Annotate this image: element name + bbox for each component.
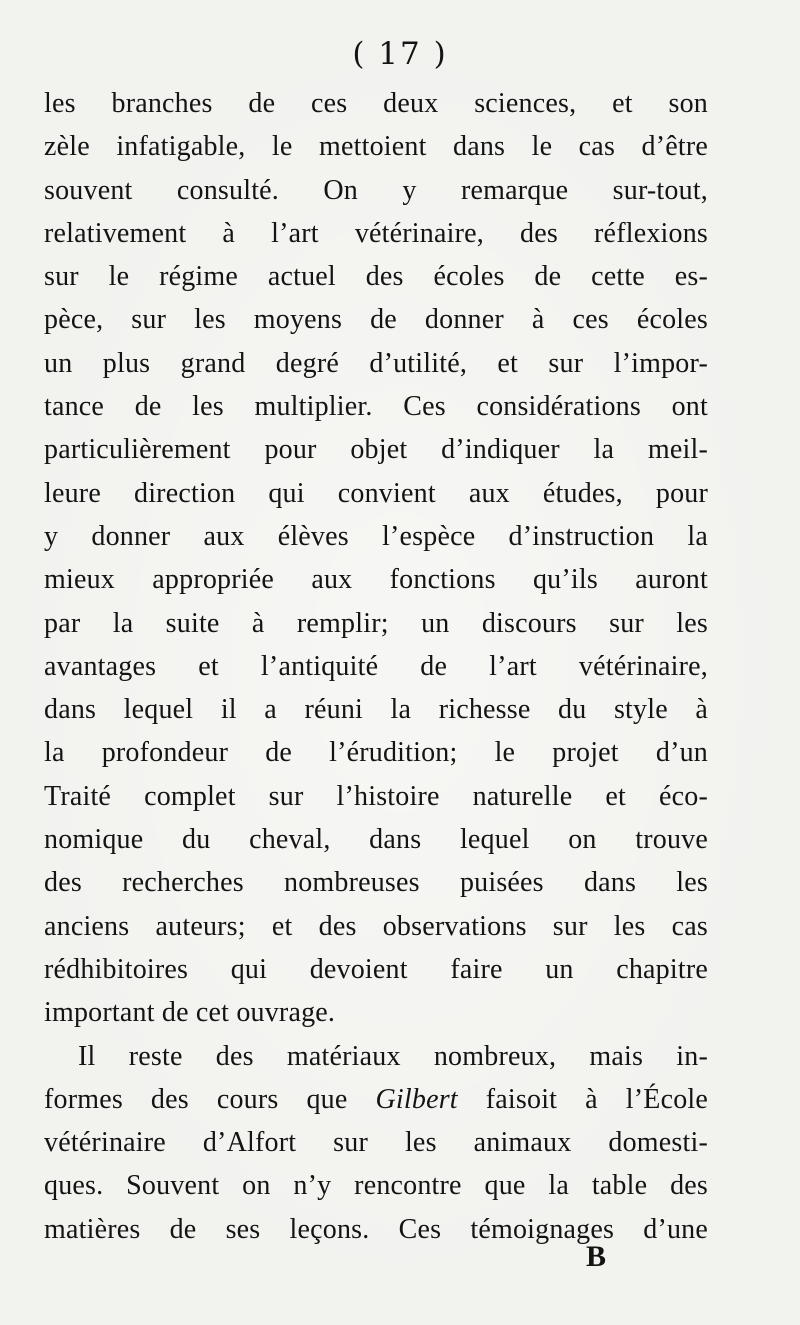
text-line: pèce, sur les moyens de donner à ces écoles xyxy=(44,304,708,336)
page-number: ( 17 ) xyxy=(352,36,448,72)
signature-mark: B xyxy=(586,1240,607,1273)
text-line: la profondeur de l’érudition; le projet d’un xyxy=(44,737,708,769)
text-line: ques. Souvent on n’y rencontre que la table des xyxy=(44,1170,708,1202)
text-line: souvent consulté. On y remarque sur-tout, xyxy=(44,174,708,206)
text-line: matières de ses leçons. Ces témoignages d’une xyxy=(44,1213,708,1245)
text-line: sur le régime actuel des écoles de cette es- xyxy=(44,261,708,293)
text-line: un plus grand degré d’utilité, et sur l’impor- xyxy=(44,347,708,379)
text-line: dans lequel il a réuni la richesse du style à xyxy=(44,694,708,726)
text-line-with-italic xyxy=(44,1078,708,1121)
text-line: des recherches nombreuses puisées dans les xyxy=(44,867,708,899)
text-segment: faisoit à l’École xyxy=(457,1083,709,1115)
text-line: y donner aux élèves l’espèce d’instruction la xyxy=(44,520,708,552)
text-line: tance de les multiplier. Ces considérations ont xyxy=(44,391,708,423)
text-line: mieux appropriée aux fonctions qu’ils auront xyxy=(44,564,708,596)
text-line: les branches de ces deux sciences, et son xyxy=(44,88,708,119)
text-segment: formes des cours que xyxy=(44,1083,376,1115)
text-line: leure direction qui convient aux études, pour xyxy=(44,477,708,509)
italic-name: Gilbert xyxy=(375,1083,458,1115)
text-line: rédhibitoires qui devoient faire un chapitre xyxy=(44,953,708,985)
text-line: avantages et l’antiquité de l’art vétérinaire, xyxy=(44,650,708,682)
paragraph-end-line: important de cet ouvrage. xyxy=(44,997,336,1029)
text-line: zèle infatigable, le mettoient dans le cas d’être xyxy=(44,131,708,163)
text-line: nomique du cheval, dans lequel on trouve xyxy=(44,824,708,856)
paragraph-start-line: Il reste des matériaux nombreux, mais in- xyxy=(78,1040,708,1072)
text-line: anciens auteurs; et des observations sur les cas xyxy=(44,910,708,942)
text-line: particulièrement pour objet d’indiquer la meil- xyxy=(44,434,708,466)
body-text xyxy=(44,82,708,1251)
text-line: Traité complet sur l’histoire naturelle et éco- xyxy=(44,780,708,812)
text-line: relativement à l’art vétérinaire, des réflexions xyxy=(44,217,708,249)
text-line: vétérinaire d’Alfort sur les animaux domesti- xyxy=(44,1127,708,1159)
text-line: par la suite à remplir; un discours sur les xyxy=(44,607,708,639)
